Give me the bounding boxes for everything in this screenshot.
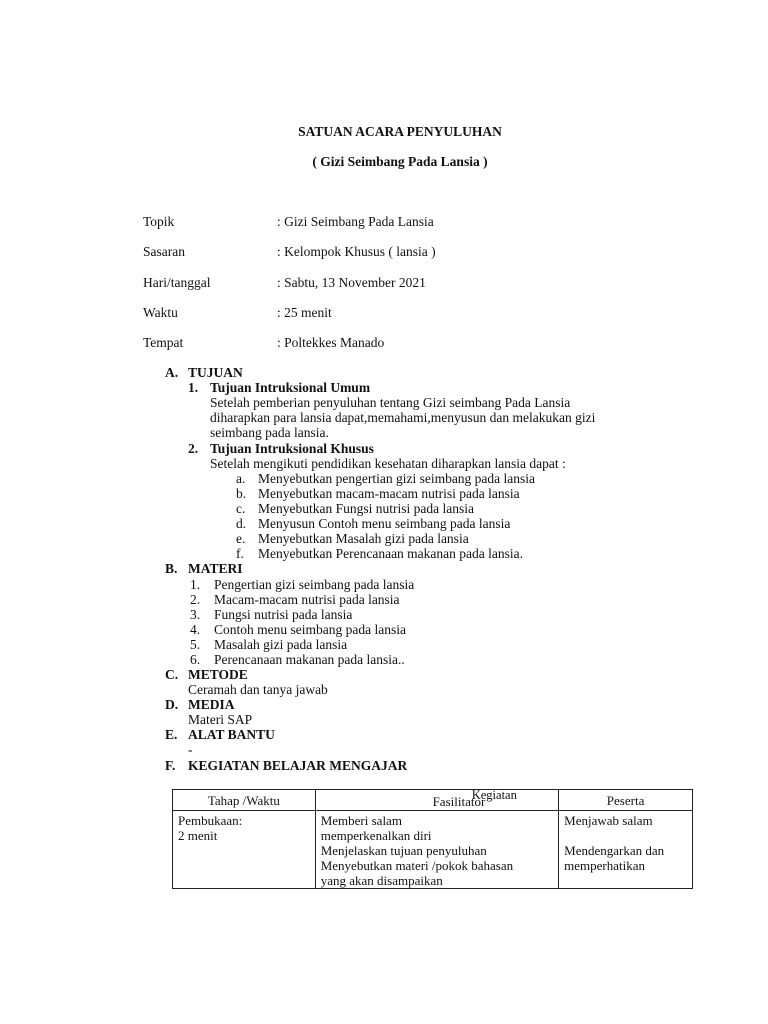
cell-line (564, 828, 687, 843)
list-marker: c. (236, 501, 246, 516)
header-peserta-label: Peserta (606, 792, 645, 808)
tujuan-umum-num: 1. (188, 380, 199, 395)
section-a-letter: A. (165, 365, 179, 380)
header-tahap (173, 790, 316, 811)
cell-line: Menjawab salam (564, 813, 653, 828)
section-d-heading: MEDIA (188, 697, 235, 712)
section-c-text: Ceramah dan tanya jawab (188, 682, 328, 697)
list-item: Masalah gizi pada lansia (214, 637, 348, 652)
list-marker: e. (236, 531, 246, 546)
list-item: Menyebutkan Fungsi nutrisi pada lansia (258, 501, 474, 516)
table-header-row (173, 790, 693, 811)
document-title: SATUAN ACARA PENYULUHAN (298, 124, 502, 139)
info-value-sasaran: : Kelompok Khusus ( lansia ) (277, 244, 436, 259)
tujuan-khusus-heading: Tujuan Intruksional Khusus (210, 441, 374, 456)
list-marker: 1. (190, 577, 201, 592)
section-d-letter: D. (165, 697, 179, 712)
cell-line: Menyebutkan materi /pokok bahasan (320, 858, 514, 873)
info-label-tempat: Tempat (143, 335, 184, 350)
section-e-letter: E. (165, 727, 178, 742)
cell-line: Memberi salam (320, 813, 402, 828)
table-row (173, 811, 693, 889)
tujuan-umum-heading: Tujuan Intruksional Umum (210, 380, 371, 395)
list-item: Menyebutkan Perencanaan makanan pada lansia. (258, 546, 524, 561)
cell-peserta (559, 811, 693, 889)
info-value-topik: : Gizi Seimbang Pada Lansia (277, 214, 434, 229)
cell-line: 2 menit (178, 828, 218, 843)
list-marker: d. (236, 516, 247, 531)
tujuan-khusus-num: 2. (188, 441, 199, 456)
section-c-letter: C. (165, 667, 179, 682)
list-marker: a. (236, 471, 246, 486)
cell-fasilitator (315, 811, 558, 889)
header-fasilitator (315, 790, 558, 811)
cell-line: Menjelaskan tujuan penyuluhan (320, 843, 487, 858)
cell-line: Pembukaan: (178, 813, 243, 828)
list-marker: 4. (190, 622, 201, 637)
info-label-waktu: Waktu (143, 305, 178, 320)
section-d-text: Materi SAP (188, 712, 253, 727)
list-item: Pengertian gizi seimbang pada lansia (214, 577, 415, 592)
list-marker: f. (236, 546, 244, 561)
info-value-waktu: : 25 menit (277, 305, 332, 320)
list-item: Menyebutkan Masalah gizi pada lansia (258, 531, 469, 546)
tujuan-umum-line: Setelah pemberian penyuluhan tentang Gizi seimbang Pada Lansia (210, 395, 571, 410)
list-item: Macam-macam nutrisi pada lansia (214, 592, 400, 607)
info-label-sasaran: Sasaran (143, 244, 185, 259)
list-item: Menyusun Contoh menu seimbang pada lansia (258, 516, 511, 531)
header-fasilitator-label: Fasilitator (432, 794, 486, 809)
section-a-heading: TUJUAN (188, 365, 243, 380)
kegiatan-table (172, 789, 693, 889)
cell-line: Mendengarkan dan (564, 843, 665, 858)
list-marker: 6. (190, 652, 201, 667)
info-label-tanggal: Hari/tanggal (143, 275, 211, 290)
section-e-text: - (188, 742, 193, 757)
section-c-heading: METODE (188, 667, 248, 682)
cell-line: yang akan disampaikan (320, 873, 443, 888)
section-e-heading: ALAT BANTU (188, 727, 275, 742)
tujuan-umum-line: seimbang pada lansia. (210, 425, 329, 440)
list-marker: 5. (190, 637, 201, 652)
list-marker: 2. (190, 592, 201, 607)
section-b-letter: B. (165, 561, 178, 576)
cell-line: memperkenalkan diri (320, 828, 432, 843)
document-subtitle: ( Gizi Seimbang Pada Lansia ) (312, 154, 488, 169)
list-marker: b. (236, 486, 247, 501)
section-f-heading: KEGIATAN BELAJAR MENGAJAR (188, 758, 408, 773)
tujuan-umum-line: diharapkan para lansia dapat,memahami,menyusun dan melakukan gizi (210, 410, 596, 425)
tujuan-khusus-intro: Setelah mengikuti pendidikan kesehatan diharapkan lansia dapat : (210, 456, 566, 471)
header-peserta (559, 790, 693, 811)
header-tahap-label: Tahap /Waktu (207, 792, 280, 808)
list-item: Menyebutkan macam-macam nutrisi pada lansia (258, 486, 520, 501)
cell-line: memperhatikan (564, 858, 645, 873)
header-kegiatan-label: Kegiatan (471, 788, 517, 802)
info-label-topik: Topik (143, 214, 175, 229)
list-item: Contoh menu seimbang pada lansia (214, 622, 406, 637)
list-item: Menyebutkan pengertian gizi seimbang pada lansia (258, 471, 536, 486)
info-value-tanggal: : Sabtu, 13 November 2021 (277, 275, 426, 290)
list-item: Fungsi nutrisi pada lansia (214, 607, 353, 622)
section-f-letter: F. (165, 758, 176, 773)
info-value-tempat: : Poltekkes Manado (277, 335, 385, 350)
list-marker: 3. (190, 607, 201, 622)
section-b-heading: MATERI (188, 561, 243, 576)
list-item: Perencanaan makanan pada lansia.. (214, 652, 405, 667)
cell-tahap (173, 811, 316, 889)
